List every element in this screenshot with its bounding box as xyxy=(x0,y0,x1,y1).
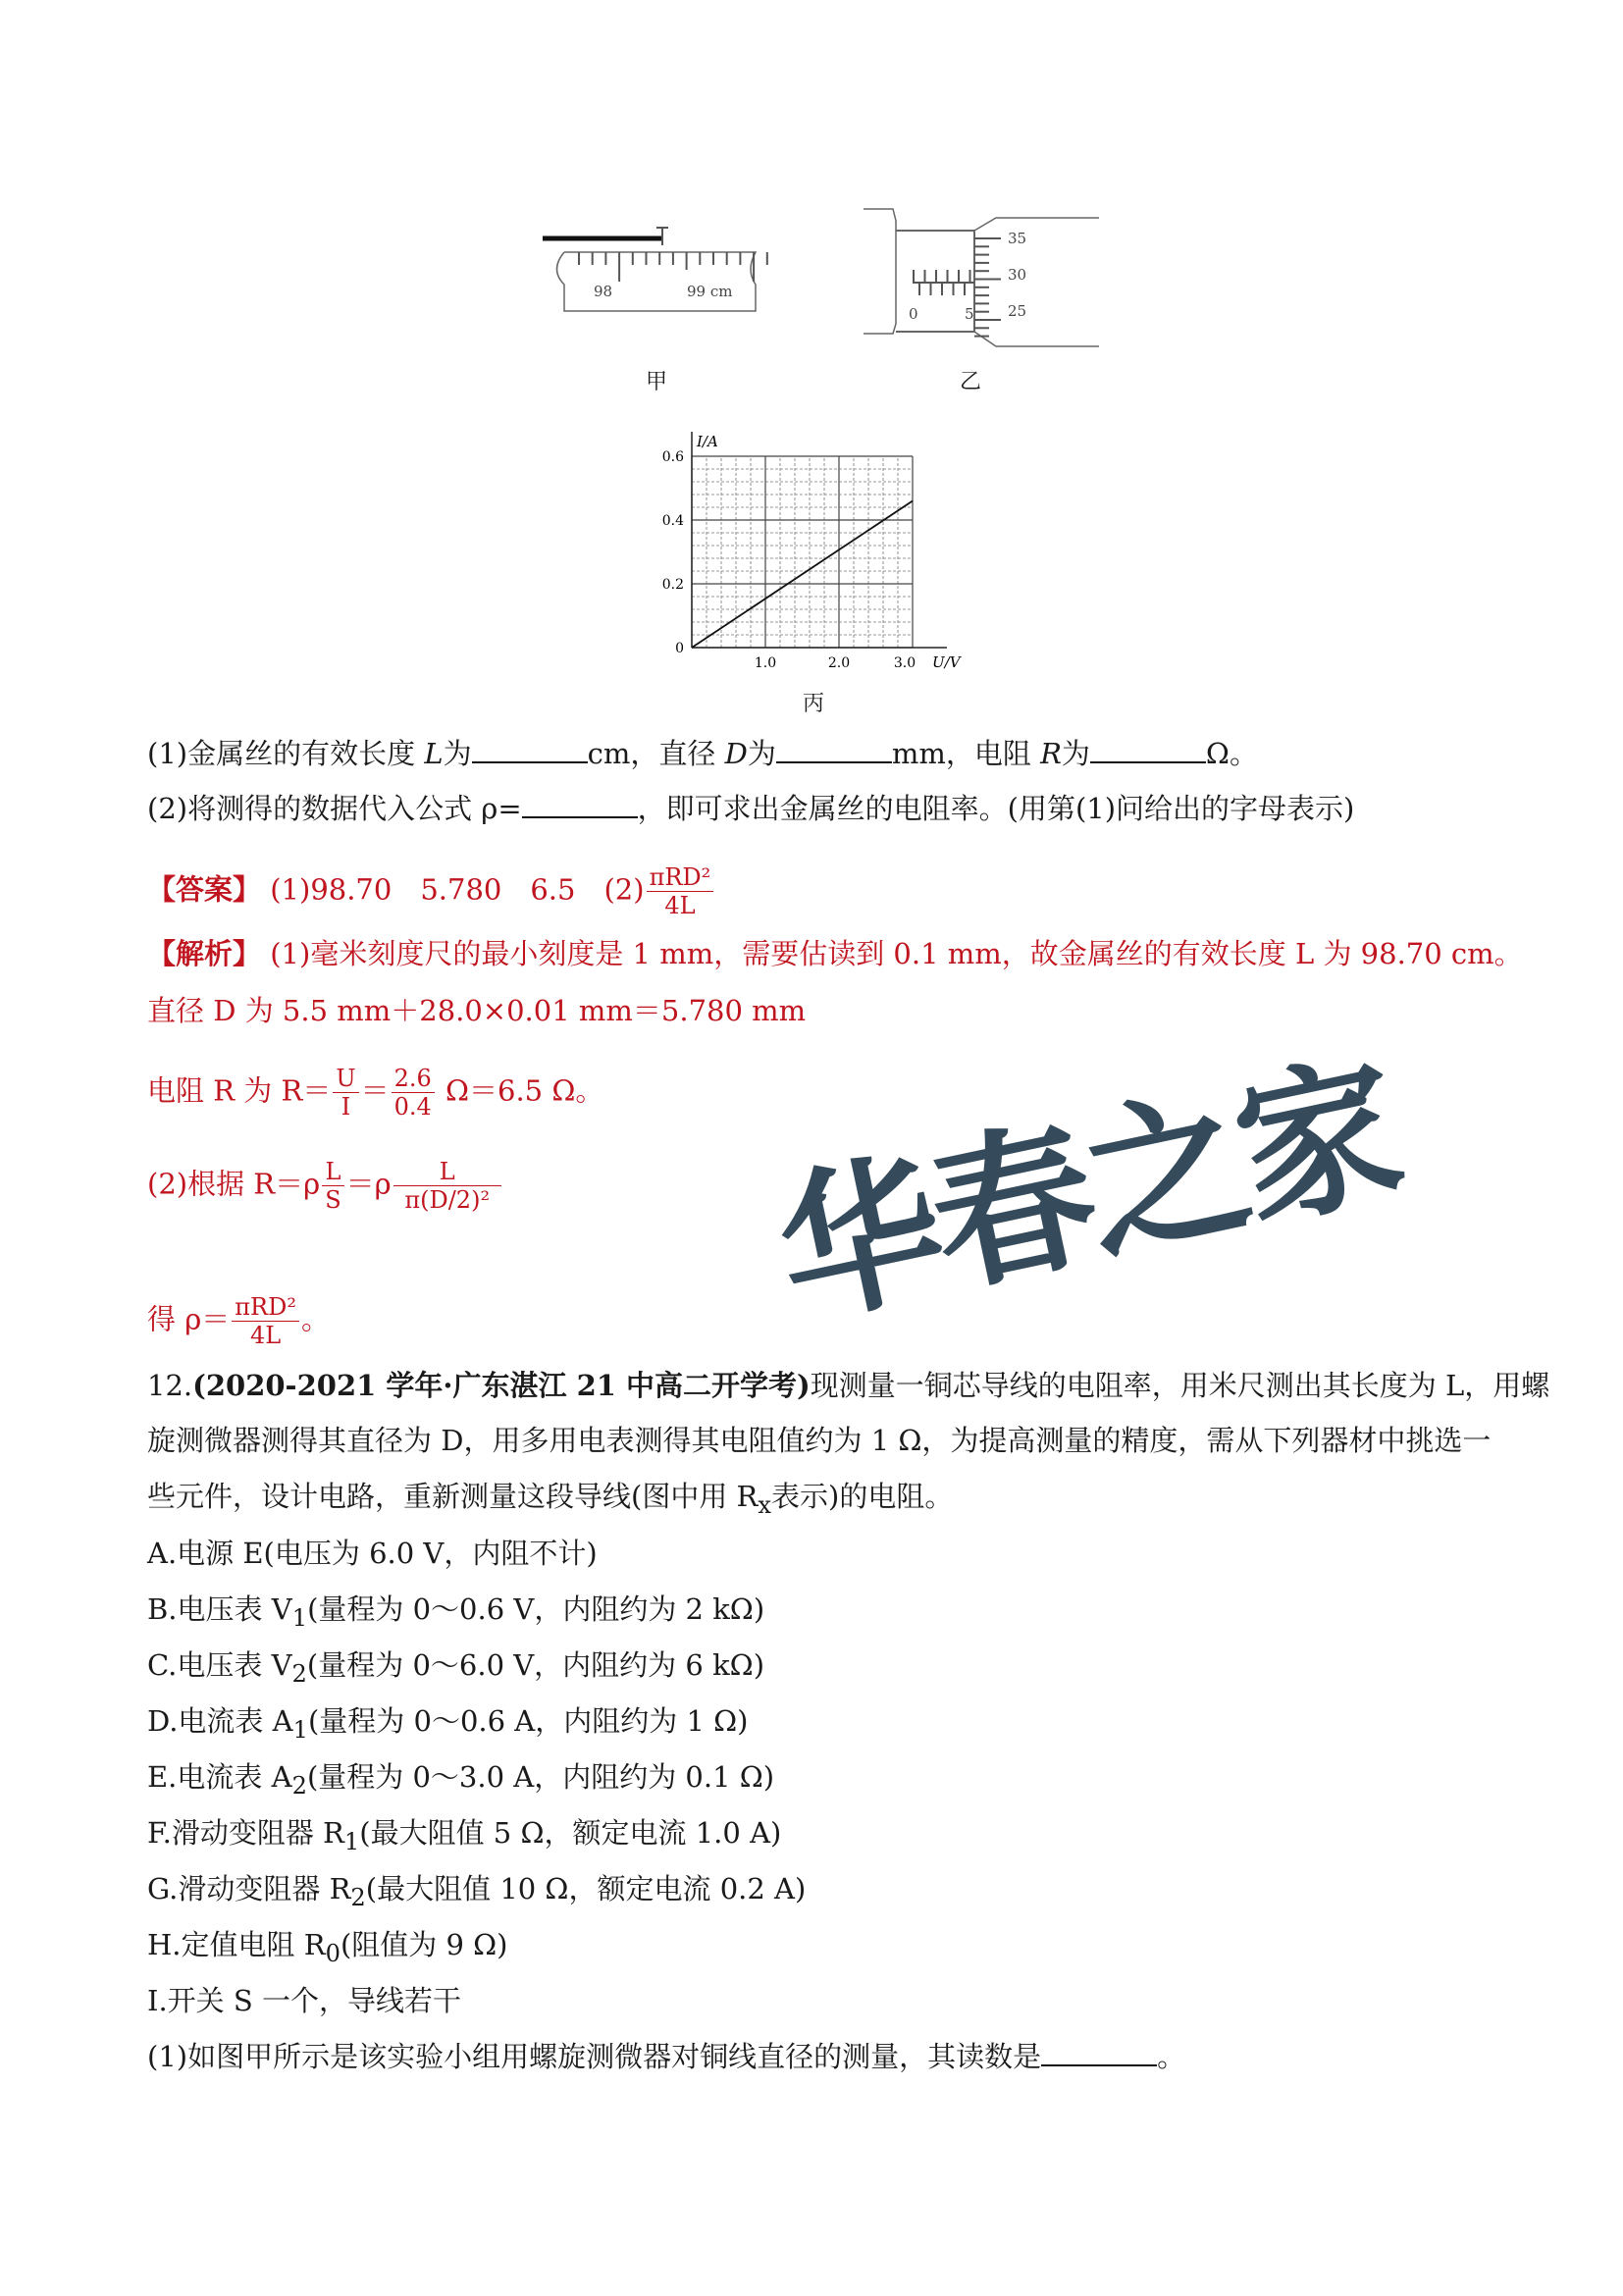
equipment-item: C.电压表 $V_2$(量程为 0～6.0 V，内阻约为 6 kΩ) xyxy=(147,1648,765,1688)
ruler-label-99: 99 cm xyxy=(687,283,733,300)
analysis-line-1: 【解析】 (1)毫米刻度尺的最小刻度是 1 mm，需要估读到 0.1 mm，故金属丝的有效长度 L 为 98.70 cm。 xyxy=(147,937,1523,970)
equipment-item: H.定值电阻 $R_0$(阻值为 9 Ω) xyxy=(147,1928,508,1967)
analysis-line-2: 直径 D 为 5.5 mm＋28.0×0.01 mm＝5.780 mm xyxy=(147,994,807,1027)
x-tick-label: 3.0 xyxy=(893,655,916,671)
answer-blank-resistivity[interactable] xyxy=(522,791,638,818)
figure-caption-jia: 甲 xyxy=(646,370,668,394)
equipment-item: D.电流表 $A_1$(量程为 0～0.6 A，内阻约为 1 Ω) xyxy=(147,1704,749,1744)
question-1: (1)金属丝的有效长度 L为 cm，直径 D为 mm，电阻 R为 Ω。 xyxy=(147,737,1258,770)
figure-caption-yi: 乙 xyxy=(960,370,982,394)
analysis-tag: 【解析】 xyxy=(147,937,262,970)
question-2: (2)将测得的数据代入公式 ρ= ，即可求出金属丝的电阻率。(用第(1)问给出的字母表示) xyxy=(147,792,1355,825)
equipment-item: G.滑动变阻器 $R_2$(最大阻值 10 Ω，额定电流 0.2 A) xyxy=(147,1872,807,1911)
thimble-label-30: 30 xyxy=(1008,266,1027,284)
x-tick-label: 1.0 xyxy=(754,655,777,671)
y-tick-label: 0.6 xyxy=(661,449,684,465)
analysis-line-3: 电阻 R 为 R＝ $\frac{U}{I}$ ＝ $\frac{2.6}{0.4}$ Ω＝6.5 Ω。 xyxy=(147,1065,604,1121)
answer-blank-length[interactable] xyxy=(472,736,588,763)
series-line xyxy=(692,501,913,649)
q12-sub-1: (1)如图甲所示是该实验小组用螺旋测微器对铜线直径的测量，其读数是 。 xyxy=(147,2040,1186,2073)
thimble-label-35: 35 xyxy=(1008,230,1027,247)
answer-blank-diameter[interactable] xyxy=(776,736,892,763)
iu-graph xyxy=(643,417,996,677)
sleeve-label-0: 0 xyxy=(909,305,918,323)
watermark: 华春之家 xyxy=(761,1034,1413,1350)
answer-tag: 【答案】 xyxy=(147,872,262,907)
equipment-item: E.电流表 $A_2$(量程为 0～3.0 A，内阻约为 0.1 Ω) xyxy=(147,1760,775,1800)
q12-source: (2020-2021 学年·广东湛江 21 中高二开学考) xyxy=(192,1369,811,1402)
answer-line: 【答案】 (1)98.70 5.780 6.5 (2) $\frac{\text{πRD²}}{4L}$ xyxy=(147,863,715,919)
x-tick-label: 2.0 xyxy=(827,655,851,671)
y-tick-label: 0 xyxy=(675,641,684,656)
sleeve-label-5: 5 xyxy=(965,305,974,323)
analysis-line-5: 得 ρ＝ $\frac{\text{πRD²}}{4L}$ 。 xyxy=(147,1293,331,1349)
analysis-line-4: (2)根据 R＝ρ $\frac{L}{S}$ ＝ρ $\frac{L}{\text{π(D/2)²}}$ xyxy=(147,1158,503,1214)
figure-caption-bing: 丙 xyxy=(803,692,825,716)
equipment-item: F.滑动变阻器 $R_1$(最大阻值 5 Ω，额定电流 1.0 A) xyxy=(147,1816,782,1855)
micrometer-figure xyxy=(814,201,1109,348)
ruler-figure xyxy=(535,216,790,314)
q12-line-2: 旋测微器测得其直径为 D，用多用电表测得其电阻值约为 1 Ω，为提高测量的精度，需从下列器材中挑选一 xyxy=(147,1424,1492,1457)
y-tick-label: 0.2 xyxy=(661,577,684,593)
y-tick-label: 0.4 xyxy=(661,513,684,529)
equipment-item: A.电源 E(电压为 6.0 V，内阻不计) xyxy=(147,1537,598,1570)
q12-line-3: 些元件，设计电路，重新测量这段导线(图中用 $R_x$表示)的电阻。 xyxy=(147,1480,954,1519)
equipment-item: B.电压表 $V_1$(量程为 0～0.6 V，内阻约为 2 kΩ) xyxy=(147,1592,765,1632)
answer-blank-reading[interactable] xyxy=(1041,2039,1157,2066)
q12-line-1: 12.(2020-2021 学年·广东湛江 21 中高二开学考)现测量一铜芯导线的电阻率，用米尺测出其长度为 L，用螺 xyxy=(147,1369,1550,1402)
thimble-label-25: 25 xyxy=(1008,302,1027,320)
ruler-label-98: 98 xyxy=(594,283,613,300)
equipment-item: I.开关 S 一个，导线若干 xyxy=(147,1984,461,2017)
x-axis-label: U/V xyxy=(932,653,961,671)
answer-blank-resistance[interactable] xyxy=(1090,736,1206,763)
y-axis-label: I/A xyxy=(697,433,718,450)
